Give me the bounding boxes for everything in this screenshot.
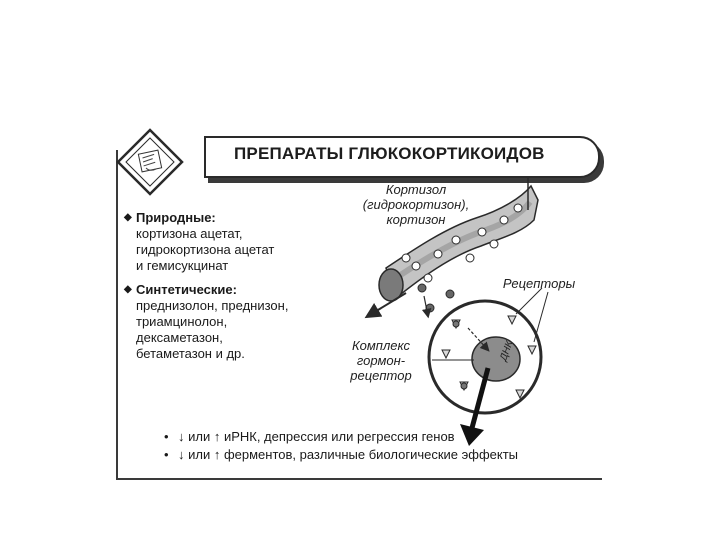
label-line: кортизон [386, 212, 446, 227]
label-line: рецептор [350, 368, 412, 383]
receptor-pointer [516, 288, 542, 314]
effect-item: • ↓ или ↑ иРНК, депрессия или регрессия генов [164, 428, 604, 446]
effects-list [164, 428, 604, 464]
list-item: и гемисукцинат [136, 258, 229, 273]
receptors-label: Рецепторы [502, 276, 576, 291]
list-item: дексаметазон, [136, 330, 223, 345]
synthetic-heading: ◆ Синтетические: [124, 282, 334, 298]
page-title: ПРЕПАРАТЫ ГЛЮКОКОРТИКОИДОВ [234, 144, 545, 163]
list-item: гидрокортизона ацетат [136, 242, 275, 257]
label-line: (гидрокортизон), [362, 197, 470, 212]
list-item: триамцинолон, [136, 314, 228, 329]
label-line: Комплекс [351, 338, 410, 353]
complex-label [336, 338, 426, 383]
label-line: Кортизол [385, 182, 447, 197]
effect-item: • ↓ или ↑ ферментов, различные биологические эффекты [164, 446, 604, 464]
receptor-pointer [534, 292, 548, 342]
drug-panel [116, 128, 602, 480]
list-item: бетаметазон и др. [136, 346, 245, 361]
nucleus-label: ДНК [498, 339, 516, 363]
list-item: преднизолон, преднизон, [136, 298, 289, 313]
label-line: гормон- [356, 353, 406, 368]
cortisol-label [356, 182, 476, 227]
natural-heading: ◆ Природные: [124, 210, 334, 226]
released-hormones [418, 284, 454, 312]
list-item: кортизона ацетат, [136, 226, 243, 241]
